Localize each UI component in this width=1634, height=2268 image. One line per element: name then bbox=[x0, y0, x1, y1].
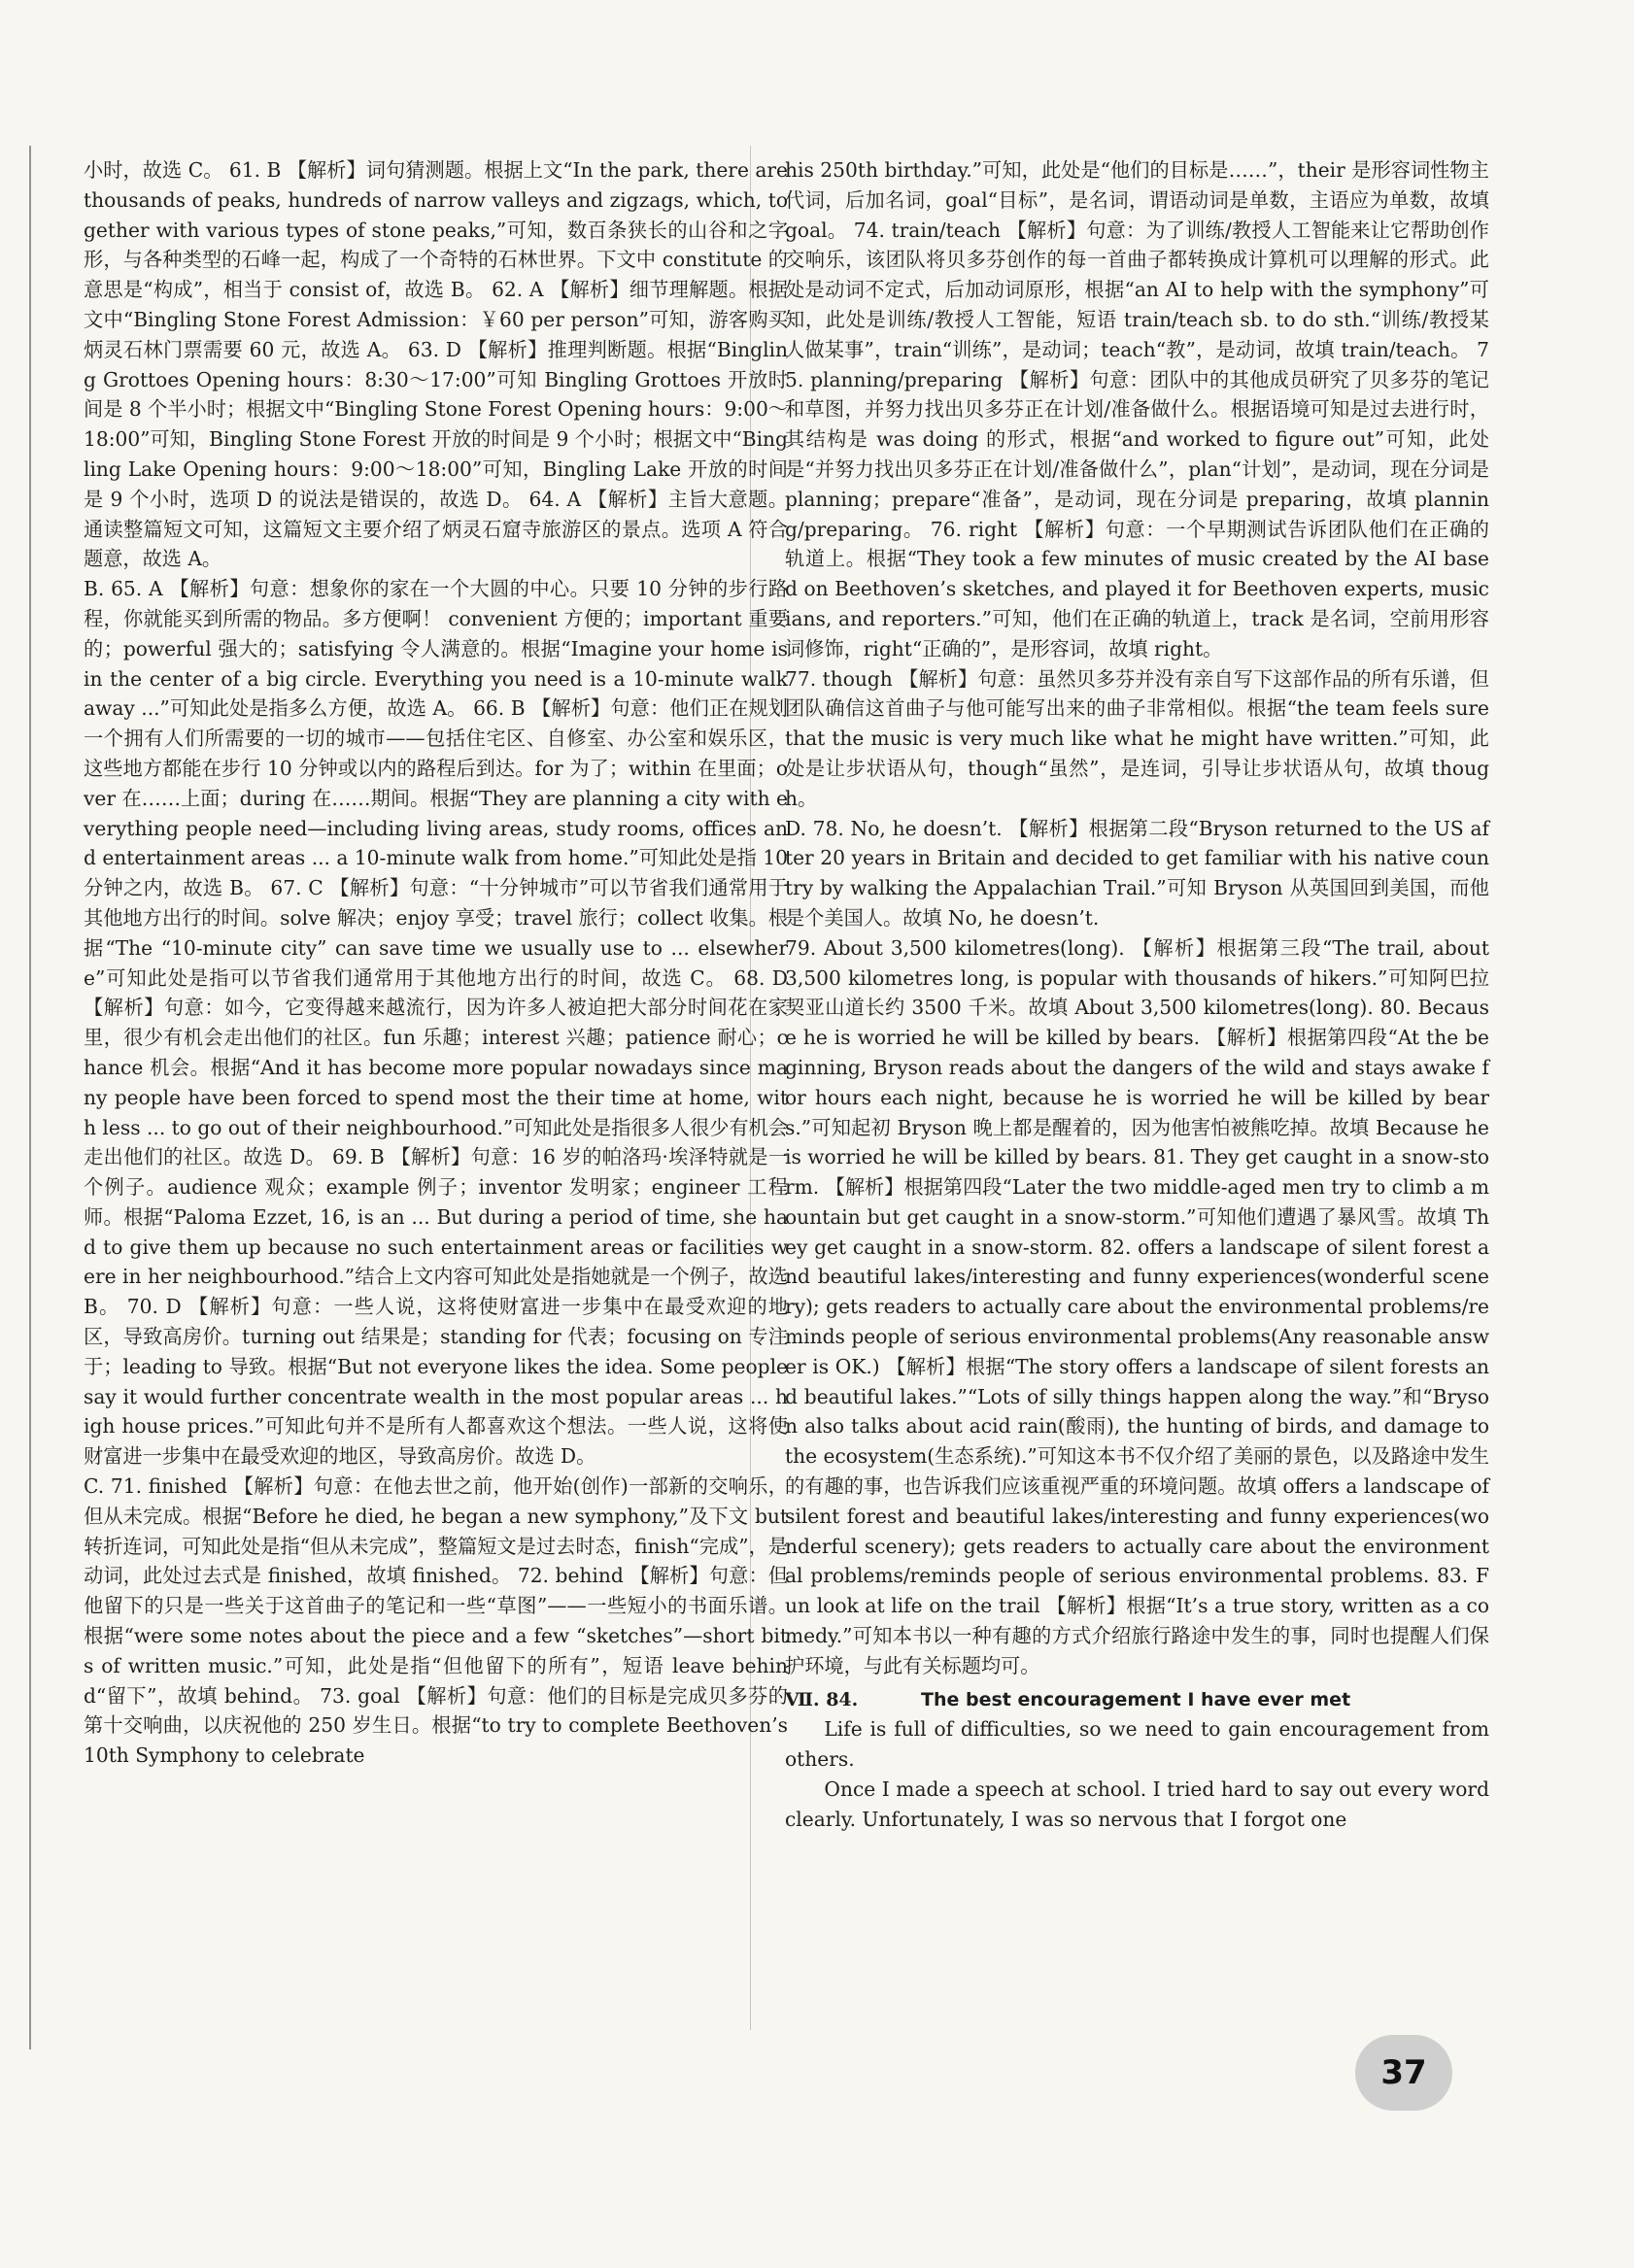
essay-title: The best encouragement I have ever met bbox=[921, 1688, 1351, 1710]
essay-paragraph-2: Once I made a speech at school. I tried hard to say out every word clearly. Unfortunately, I was so nervous that I forgot one bbox=[785, 1777, 1489, 1831]
page-number: 37 bbox=[1355, 2035, 1452, 2111]
answer-paragraph-d: D. 78. No, he doesn’t. 【解析】根据第二段“Bryson returned to the US after 20 years in Britain and decided to get familiar with his native country by walking the Appalachian Trail.”可知 Bryson 从英国回到美国，而他是个美国人。故填 No, he doesn’t. bbox=[785, 816, 1489, 930]
essay-paragraph-1: Life is full of difficulties, so we need to gain encouragement from others. bbox=[785, 1717, 1489, 1772]
answer-paragraph-a: 小时，故选 C。 61. B 【解析】词句猜测题。根据上文“In the park, there are thousands of peaks, hundreds of narrow valleys and zigzags, which, together with various types of stone peaks,”可知，数百条狭长的山谷和之字形，与各种类型的石峰一起，构成了一个奇特的石林世界。下文中 constitute 的意思是“构成”，相当于 consist of，故选 B。 62. A 【解析】细节理解题。根据文中“Bingling Stone Forest Admission：￥60 per person”可知，游客购买炳灵石林门票需要 60 元，故选 A。 63. D 【解析】推理判断题。根据“Bingling Grottoes Opening hours：8:30～17:00”可知 Bingling Grottoes 开放时间是 8 个半小时；根据文中“Bingling Stone Forest Opening hours：9:00～18:00”可知，Bingling Stone Forest 开放的时间是 9 个小时；根据文中“Bingling Lake Opening hours：9:00～18:00”可知，Bingling Lake 开放的时间是 9 个小时，选项 D 的说法是错误的，故选 D。 64. A 【解析】主旨大意题。通读整篇短文可知，这篇短文主要介绍了炳灵石窟寺旅游区的景点。选项 A 符合题意，故选 A。 bbox=[84, 158, 788, 571]
answer-paragraph-79: 79. About 3,500 kilometres(long). 【解析】根据第三段“The trail, about 3,500 kilometres long, is popular with thousands of hikers.”可知阿巴拉契亚山道长约 3500 千米。故填 About 3,500 kilometres(long). 80. Because he is worried he will be killed by bears. 【解析】根据第四段“At the beginning, Bryson reads about the dangers of the wild and stays awake for hours each night, because he is worried he will be killed by bears.”可知起初 Bryson 晚上都是醒着的，因为他害怕被熊吃掉。故填 Because he is worried he will be killed by bears. 81. They get caught in a snow-storm. 【解析】根据第四段“Later the two middle-aged men try to climb a mountain but get caught in a snow-storm.”可知他们遭遇了暴风雪。故填 They get caught in a snow-storm. 82. offers a landscape of silent forest and beautiful lakes/interesting and funny experiences(wonderful scenery); gets readers to actually care about the environmental problems/reminds people of serious environmental problems(Any reasonable answer is OK.) 【解析】根据“The story offers a landscape of silent forests and beautiful lakes.”“Lots of silly things happen along the way.”和“Bryson also talks about acid rain(酸雨), the hunting of birds, and damage to the ecosystem(生态系统).”可知这本书不仅介绍了美丽的景色，以及路途中发生的有趣的事，也告诉我们应该重视严重的环境问题。故填 offers a landscape of silent forest and beautiful lakes/interesting and funny experiences(wonderful scenery); gets readers to actually care about the environmental problems/reminds people of serious environmental problems. 83. Fun look at life on the trail 【解析】根据“It’s a true story, written as a comedy.”可知本书以一种有趣的方式介绍旅行路途中发生的事，同时也提醒人们保护环境，与此有关标题均可。 bbox=[785, 935, 1489, 1677]
answer-paragraph-c: C. 71. finished 【解析】句意：在他去世之前，他开始(创作)一部新的交响乐，但从未完成。根据“Before he died, he began a new symphony,”及下文 but 转折连词，可知此处是指“但从未完成”，整篇短文是过去时态，finish“完成”，是动词，此处过去式是 finished，故填 finished。 72. behind 【解析】句意：但他留下的只是一些关于这首曲子的笔记和一些“草图”——一些短小的书面乐谱。根据“were some notes about the piece and a few “sketches”—short bits of written music.”可知，此处是指“但他留下的所有”，短语 leave behind“留下”，故填 behind。 73. goal 【解析】句意：他们的目标是完成贝多芬的第十交响曲，以庆祝他的 250 岁生日。根据“to try to complete Beethoven’s 10th Symphony to celebrate bbox=[84, 1474, 788, 1768]
answer-paragraph-77: 77. though 【解析】句意：虽然贝多芬并没有亲自写下这部作品的所有乐谱，但团队确信这首曲子与他可能写出来的曲子非常相似。根据“the team feels sure that the music is very much like what he might have written.”可知，此处是让步状语从句，though“虽然”，是连词，引导让步状语从句，故填 though。 bbox=[785, 666, 1489, 810]
right-column bbox=[785, 155, 1489, 1835]
essay-heading bbox=[785, 1685, 1489, 1715]
essay-number: Ⅶ. 84. bbox=[785, 1688, 859, 1710]
left-column bbox=[84, 155, 788, 1771]
answer-paragraph-c-cont: his 250th birthday.”可知，此处是“他们的目标是……”，their 是形容词性物主代词，后加名词，goal“目标”，是名词，谓语动词是单数，主语应为单数，故填 goal。 74. train/teach 【解析】句意：为了训练/教授人工智能来让它帮助创作交响乐，该团队将贝多芬创作的每一首曲子都转换成计算机可以理解的形式。此处是动词不定式，后加动词原形，根据“an AI to help with the symphony”可知，此处是训练/教授人工智能，短语 train/teach sb. to do sth.“训练/教授某人做某事”，train“训练”，是动词；teach“教”，是动词，故填 train/teach。 75. planning/preparing 【解析】句意：团队中的其他成员研究了贝多芬的笔记和草图，并努力找出贝多芬正在计划/准备做什么。根据语境可知是过去进行时，其结构是 was doing 的形式，根据“and worked to figure out”可知，此处是“并努力找出贝多芬正在计划/准备做什么”，plan“计划”，是动词，现在分词是 planning；prepare“准备”，是动词，现在分词是 preparing，故填 planning/preparing。 76. right 【解析】句意：一个早期测试告诉团队他们在正确的轨道上。根据“They took a few minutes of music created by the AI based on Beethoven’s sketches, and played it for Beethoven experts, musicians, and reporters.”可知，他们在正确的轨道上，track 是名词，空前用形容词修饰，right“正确的”，是形容词，故填 right。 bbox=[785, 158, 1489, 660]
answer-paragraph-b: B. 65. A 【解析】句意：想象你的家在一个大圆的中心。只要 10 分钟的步行路程，你就能买到所需的物品。多方便啊！ convenient 方便的；important 重要的；powerful 强大的；satisfying 令人满意的。根据“Imagine your home is in the center of a big circle. Everything you need is a 10-minute walk away ...”可知此处是指多么方便，故选 A。 66. B 【解析】句意：他们正在规划一个拥有人们所需要的一切的城市——包括住宅区、自修室、办公室和娱乐区，这些地方都能在步行 10 分钟或以内的路程后到达。for 为了；within 在里面；over 在……上面；during 在……期间。根据“They are planning a city with everything people need—including living areas, study rooms, offices and entertainment areas ... a 10-minute walk from home.”可知此处是指 10 分钟之内，故选 B。 67. C 【解析】句意：“十分钟城市”可以节省我们通常用于其他地方出行的时间。solve 解决；enjoy 享受；travel 旅行；collect 收集。根据“The “10-minute city” can save time we usually use to ... elsewhere”可知此处是指可以节省我们通常用于其他地方出行的时间，故选 C。 68. D 【解析】句意：如今，它变得越来越流行，因为许多人被迫把大部分时间花在家里，很少有机会走出他们的社区。fun 乐趣；interest 兴趣；patience 耐心；chance 机会。根据“And it has become more popular nowadays since many people have been forced to spend most the their time at home, with less ... to go out of their neighbourhood.”可知此处是指很多人很少有机会走出他们的社区。故选 D。 69. B 【解析】句意：16 岁的帕洛玛·埃泽特就是一个例子。audience 观众；example 例子；inventor 发明家；engineer 工程师。根据“Paloma Ezzet, 16, is an ... But during a period of time, she had to give them up because no such entertainment areas or facilities were in her neighbourhood.”结合上文内容可知此处是指她就是一个例子，故选 B。 70. D 【解析】句意：一些人说，这将使财富进一步集中在最受欢迎的地区，导致高房价。turning out 结果是；standing for 代表；focusing on 专注于；leading to 导致。根据“But not everyone likes the idea. Some people say it would further concentrate wealth in the most popular areas ... high house prices.”可知此句并不是所有人都喜欢这个想法。一些人说，这将使财富进一步集中在最受欢迎的地区，导致高房价。故选 D。 bbox=[84, 577, 788, 1469]
binding-rule bbox=[29, 146, 31, 2049]
